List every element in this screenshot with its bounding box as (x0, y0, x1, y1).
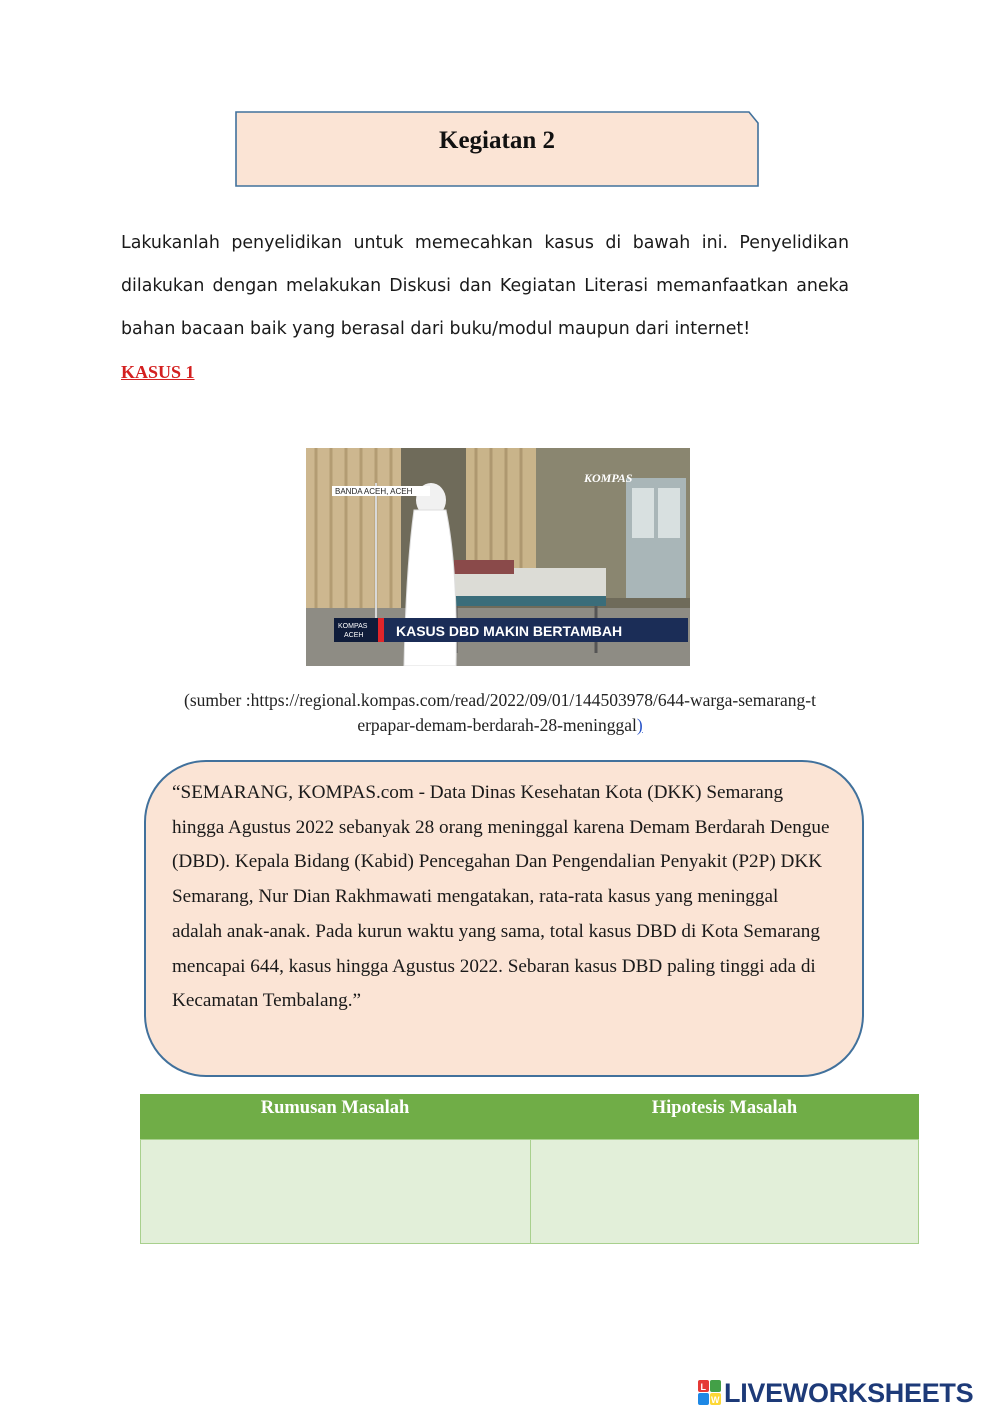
case-label: KASUS 1 (121, 362, 195, 382)
source-line-1: (sumber :https://regional.kompas.com/read/2022/09/01/144503978/644-warga-semarang-t (184, 690, 816, 710)
liveworksheets-footer[interactable] (698, 1377, 994, 1409)
photo-headline: KASUS DBD MAKIN BERTAMBAH (396, 623, 623, 639)
broadcaster-logo: KOMPAS (584, 471, 633, 485)
liveworksheets-brand: LIVEWORKSHEETS (724, 1378, 974, 1408)
source-line-2-text: erpapar-demam-berdarah-28-meninggal (357, 715, 637, 735)
header-rumusan-masalah: Rumusan Masalah (140, 1094, 530, 1139)
news-photo (306, 448, 690, 666)
header-hipotesis-masalah: Hipotesis Masalah (530, 1094, 919, 1139)
liveworksheets-logo-icon (698, 1380, 722, 1406)
logo-letter-w: W (711, 1395, 720, 1405)
source-link-paren[interactable]: ) (636, 715, 643, 735)
program-tag-line1: KOMPAS (338, 623, 368, 630)
source-citation (112, 688, 888, 738)
activity-title-box (235, 111, 759, 187)
source-line-2 (112, 713, 888, 738)
logo-letter-l: L (700, 1382, 706, 1392)
photo-location-caption: BANDA ACEH, ACEH (335, 487, 413, 496)
answer-cell-rumusan-masalah[interactable] (140, 1139, 531, 1244)
answer-cell-hipotesis-masalah[interactable] (530, 1139, 919, 1244)
answer-table (140, 1094, 919, 1245)
program-tag-line2: ACEH (344, 632, 364, 639)
news-quote-text: “SEMARANG, KOMPAS.com - Data Dinas Kesehatan Kota (DKK) Semarang hingga Agustus 2022 sebanyak 28 orang meninggal karena Demam Berdarah Dengue (DBD). Kepala Bidang (Kabid) Pencegahan Dan Pengendalian Penyakit (P2P) DKK Semarang, Nur Dian Rakhmawati mengatakan, rata-rata kasus yang meninggal adalah anak-anak. Pada kurun waktu yang sama, total kasus DBD di Kota Semarang mencapai 644, kasus hingga Agustus 2022. Sebaran kasus DBD paling tinggi ada di Kecamatan Tembalang.” (172, 782, 830, 1012)
instruction-paragraph: Lakukanlah penyelidikan untuk memecahkan kasus di bawah ini. Penyelidikan dilakukan dengan melakukan Diskusi dan Kegiatan Literasi memanfaatkan aneka bahan bacaan baik yang berasal dari buku/modul maupun dari internet! (121, 233, 849, 339)
activity-title: Kegiatan 2 (439, 127, 555, 154)
news-photo-illustration (306, 448, 690, 666)
